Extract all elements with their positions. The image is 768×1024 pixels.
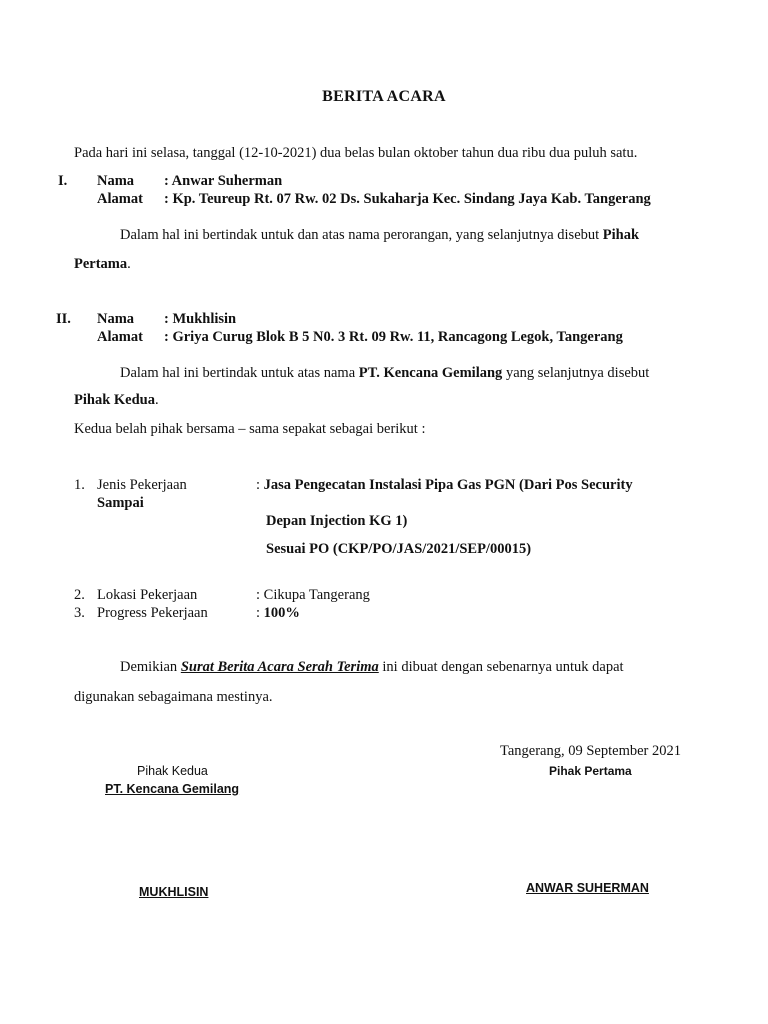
- party2-statement-pre: Dalam hal ini bertindak untuk atas nama: [120, 365, 359, 381]
- party1-statement-bold2: Pertama: [74, 256, 128, 272]
- party2-name-value: : Mukhlisin: [164, 311, 237, 327]
- party2-statement-company: PT. Kencana Gemilang: [358, 365, 503, 381]
- item1-label: Jenis Pekerjaan: [97, 477, 187, 493]
- item2-value: : Cikupa Tangerang: [256, 587, 370, 603]
- closing-post: ini dibuat dengan sebenarnya untuk dapat: [378, 659, 624, 675]
- party2-statement-bold2: Pihak Kedua: [74, 392, 155, 408]
- closing-line2: digunakan sebagaimana mestinya.: [74, 689, 273, 705]
- item1-number: 1.: [74, 477, 85, 493]
- party1-name-label: Nama: [97, 173, 135, 189]
- item1-label-cont: Sampai: [97, 495, 144, 511]
- left-signatory-role: Pihak Kedua: [137, 764, 208, 778]
- closing-text: [120, 659, 624, 676]
- party2-statement-cont: [74, 392, 159, 409]
- item3-colon: :: [256, 605, 264, 621]
- party1-statement-bold: Pihak: [602, 227, 640, 243]
- agreement-text: Kedua belah pihak bersama – sama sepakat sebagai berikut :: [74, 421, 426, 437]
- item1-value-line3: Sesuai PO (CKP/PO/JAS/2021/SEP/00015): [266, 541, 532, 557]
- item1-colon: :: [256, 477, 264, 493]
- right-signatory-name: ANWAR SUHERMAN: [526, 881, 649, 895]
- party2-address-value: : Griya Curug Blok B 5 N0. 3 Rt. 09 Rw. 11, Rancagong Legok, Tangerang: [164, 329, 623, 345]
- item1-value-line1: [256, 477, 633, 494]
- party2-numeral: II.: [56, 311, 71, 327]
- closing-emphasis: Surat Berita Acara Serah Terima: [180, 659, 379, 675]
- document-title: BERITA ACARA: [322, 88, 446, 105]
- party1-numeral: I.: [58, 173, 68, 189]
- party2-statement-post: yang selanjutnya disebut: [502, 365, 650, 381]
- item1-value-text1: Jasa Pengecatan Instalasi Pipa Gas PGN (Dari Pos Security: [263, 477, 633, 493]
- right-signatory-role: Pihak Pertama: [549, 764, 632, 778]
- item3-number: 3.: [74, 605, 85, 621]
- party1-address-label: Alamat: [97, 191, 143, 207]
- party1-statement-end: .: [127, 256, 131, 272]
- item3-value-text: 100%: [263, 605, 300, 621]
- item1-value-line2: Depan Injection KG 1): [266, 513, 408, 529]
- party1-statement-text: Dalam hal ini bertindak untuk dan atas nama perorangan, yang selanjutnya disebut: [120, 227, 603, 243]
- item3-label: Progress Pekerjaan: [97, 605, 208, 621]
- left-signatory-name: MUKHLISIN: [139, 885, 209, 899]
- party2-address-label: Alamat: [97, 329, 143, 345]
- party1-address-value: : Kp. Teureup Rt. 07 Rw. 02 Ds. Sukaharja Kec. Sindang Jaya Kab. Tangerang: [164, 191, 651, 207]
- item2-number: 2.: [74, 587, 85, 603]
- party1-statement: [120, 227, 639, 244]
- place-date: Tangerang, 09 September 2021: [500, 743, 681, 759]
- closing-pre: Demikian: [120, 659, 181, 675]
- party1-statement-cont: [74, 256, 131, 273]
- item3-value: [256, 605, 300, 622]
- intro-text: Pada hari ini selasa, tanggal (12-10-2021) dua belas bulan oktober tahun dua ribu dua puluh satu.: [74, 145, 638, 161]
- party2-statement: [120, 365, 649, 382]
- left-signatory-company: PT. Kencana Gemilang: [105, 782, 240, 796]
- item2-label: Lokasi Pekerjaan: [97, 587, 198, 603]
- party1-name-value: : Anwar Suherman: [164, 173, 283, 189]
- party2-name-label: Nama: [97, 311, 135, 327]
- party2-statement-end: .: [154, 392, 159, 408]
